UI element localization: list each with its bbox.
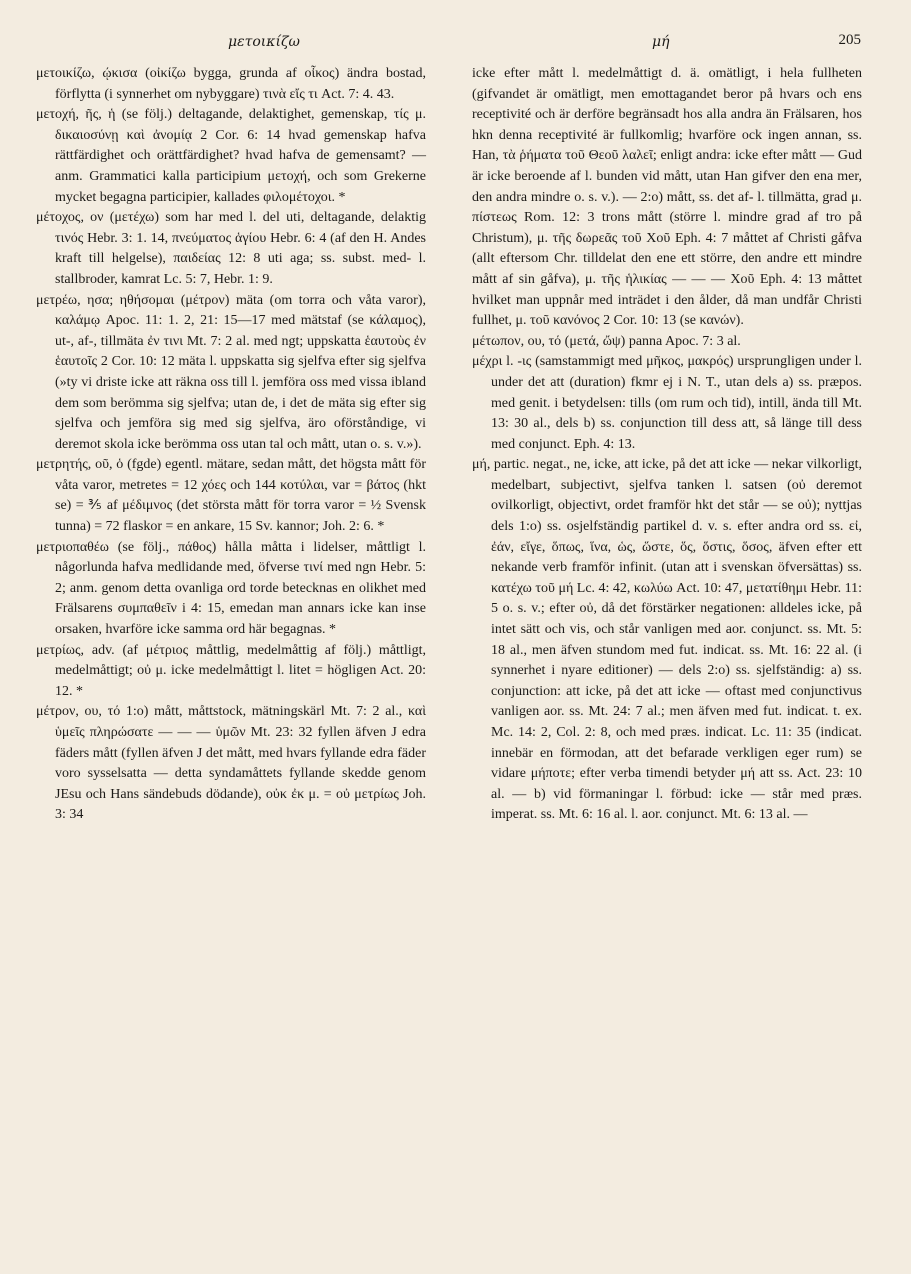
header-right-guide-word: μή (652, 34, 670, 50)
left-column (36, 64, 426, 826)
entry-mechri: μέχρι l. -ις (samstammigt med μῆκος, μακρός) ursprungligen under l. under det att (duration) fkmr ej i N. T., utan dels a) ss. præpos. med genit. i betydelsen: tills (om rum och tid), intill, ända till Mt. 13: 30 al., dels b) ss. conjunction till dess att, så länge till dess med conjunct. Eph. 4: 13. (472, 354, 862, 452)
entry-metochos: μέτοχος, ον (μετέχω) som har med l. del uti, deltagande, delaktig τινός Hebr. 3: 1. 14, πνεύματος ἁγίου Hebr. 6: 4 (af den H. Andes kraft till helgelse), παιδείας 12: 8 uti aga; ss. subst. med- l. stallbroder, kamrat Lc. 5: 7, Hebr. 1: 9. (36, 210, 426, 287)
entry-metreo: μετρέω, ησα; ηθήσομαι (μέτρον) mäta (om torra och våta varor), καλάμῳ Apoc. 11: 1. 2, 21: 15—17 med mätstaf (se κάλαμος), ut-, af-, tillmäta ἐν τινι Mt. 7: 2 al. med ngt; uppskatta ἑαυτοὺς ἐν ἑαυτοῖς 2 Cor. 10: 12 mäta l. uppskatta sig sjelfva efter sig sjelfva (»ty vi driste icke att räkna oss till l. jemföra oss med vissa ibland dem som berömma sig sjelfva; utan de, i det de mäta sig efter sig sjelfva och jemföra sig med sig sjelfva, äro oförståndige, vi deremot skola icke berömma oss utan tal och mått, utan o. s. v.»). (36, 292, 426, 452)
entry-metopon: μέτωπον, ου, τό (μετά, ὤψ) panna Apoc. 7: 3 al. (472, 333, 741, 349)
right-column (472, 64, 862, 826)
header-left-guide-word: μετοικίζω (228, 34, 300, 50)
entry-metron-continued: icke efter mått l. medelmåttigt d. ä. omätligt, i hela fullheten (gifvandet är omätligt, men emottagandet beror på hvars och ens receptivité och är derföre begränsadt hos alla andra än Frälsaren, hos hkn denna receptivité är fullkomlig; hvarföre ock ingen annan, ss. Han, τὰ ῥήματα τοῦ Θεοῦ λαλεῖ; enligt andra: icke efter mått — Gud är icke beroende af l. bunden vid mått, utan Han gifver den ena mer, den andra mindre o. s. v.). — 2:o) mått, ss. det af- l. tillmätta, grad μ. πίστεως Rom. 12: 3 trons mått (större l. mindre grad af tro på Christum), μ. τῆς δωρεᾶς τοῦ Χοῦ Eph. 4: 7 måttet af Christi gåfva (allt eftersom Chr. tilldelat den ene ett större, den andre ett mindre mått af sin gåfva), μ. τῆς ἡλικίας — — — Χοῦ Eph. 4: 13 måttet hvilket man uppnår med inträdet i den ålder, då man undfår Christi fullhet, μ. τοῦ κανόνος 2 Cor. 10: 13 (se κανών). (472, 66, 862, 329)
entry-metretes: μετρητής, οῦ, ὁ (fgde) egentl. mätare, sedan mått, det högsta mått för våta varor, metretes = 12 χόες och 144 κοτύλαι, var = βάτος (hkt se) = ⅗ af μέδιμνος (det största mått för torra varor = ½ Svensk tunna) = 72 flaskor = en ankare, 15 Sv. kannor; Joh. 2: 6. * (36, 457, 426, 535)
entry-metrios: μετρίως, adv. (af μέτριος måttlig, medelmåttig af följ.) måttligt, medelmåttigt; οὐ μ. icke medelmåttigt l. litet = högligen Act. 20: 12. * (36, 642, 426, 699)
entry-metron: μέτρον, ου, τό 1:o) mått, måttstock, mätningskärl Mt. 7: 2 al., καὶ ὑμεῖς πληρώσατε — — — ὑμῶν Mt. 23: 32 fyllen äfven J edra fäders mått (fyllen äfven J det mått, med hvars fyllande edra fäder voro sysselsatta — detta syndamåttets fyllande skedde genom JEsu och Hans sändebuds dödande), οὐκ ἐκ μ. = οὐ μετρίως Joh. 3: 34 (36, 704, 426, 823)
entry-metoikizo: μετοικίζω, ῴκισα (οἰκίζω bygga, grunda af οἶκος) ändra bostad, förflytta (i synnerhet om nybyggare) τινὰ εἴς τι Act. 7: 4. 43. (36, 66, 426, 102)
entry-me: μή, partic. negat., ne, icke, att icke, på det att icke — nekar vilkorligt, medelbart, subjectivt, sjelfva tanken l. satsen (οὐ deremot ovilkorligt, objectivt, ordet framför hkt det står — se οὐ); nyttjas dels 1:o) ss. osjelfständig partikel d. v. s. efter andra ord ss. εἰ, ἐάν, εἴγε, ὅπως, ἵνα, ὡς, ὥστε, ὅς, ὅστις, ὅσος, äfven efter ett nekande verb framför infinit. (utan att i svenskan öfversättas) ss. κατέχω τοῦ μή Lc. 4: 42, κωλύω Act. 10: 47, μετατίθημι Hebr. 11: 5 o. s. v.; efter οὐ, då det förstärker negationen: alldeles icke, på intet sätt och vis, och står vanligen med aor. conjunct. ss. Mt. 5: 18 al., men äfven stundom med fut. indicat. ss. Mt. 16: 22 al. (i synnerhet i nyare editioner) — dels 2:o) ss. sjelfständig: a) ss. conjunction: att icke, på det att icke — oftast med conjunctivus vanligen aor. ss. Mt. 24: 7 al.; men äfven med fut. indicat. t. ex. Mc. 14: 2, Col. 2: 8, och med præs. indicat. Lc. 11: 35 (indicat. innebär en förmodan, att det befarade verkligen eger rum) se vidare μήποτε; efter verba timendi betyder μή att ss. Act. 23: 10 al. — b) vid förmaningar l. förbud: icke — står med præs. imperat. ss. Mt. 6: 16 al. l. aor. conjunct. Mt. 6: 13 al. — (472, 457, 862, 823)
entry-metriopatheo: μετριοπαθέω (se följ., πάθος) hålla måtta i lidelser, måttligt l. någorlunda hafva medlidande med, öfverse τινί med ngn Hebr. 5: 2; anm. genom detta ovanliga ord torde betecknas en olikhet med Frälsarens συμπαθεῖν i 4: 15, emedan man annars icke kan inse orsaken, hvarföre icke samma ord här begagnas. * (36, 539, 426, 638)
entry-metoche: μετοχή, ῆς, ἡ (se följ.) deltagande, delaktighet, gemenskap, τίς μ. δικαιοσύνῃ καὶ ἀνομίᾳ 2 Cor. 6: 14 hvad gemenskap hafva rättfärdighet och orättfärdighet? hvad hafva de gemensamt? — anm. Grammatici kalla participium μετοχή, och som Grekerne mycket begagna participier, kallades φιλομέτοχοι. * (36, 107, 426, 205)
running-header (0, 32, 911, 56)
page-number: 205 (838, 32, 861, 48)
